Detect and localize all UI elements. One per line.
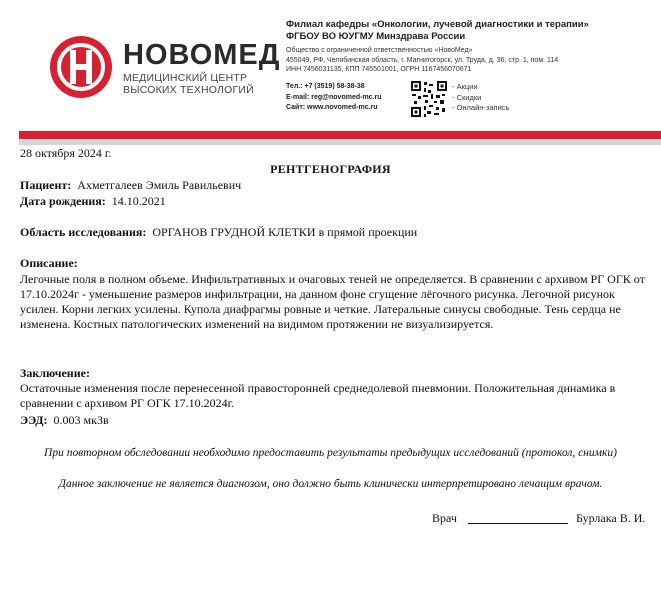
conclusion-heading: Заключение: xyxy=(20,366,90,380)
patient-row xyxy=(20,178,241,193)
header-divider-gray xyxy=(19,139,661,145)
dob-row xyxy=(20,194,166,209)
conclusion-text: Остаточные изменения после перенесенной правосторонней среднедолевой пневмонии. Положительная динамика в сравнении с архивом РГ ОГК 17.10.2024г. xyxy=(20,381,616,410)
promo-list: - Акции - Скидки - Онлайн-запись xyxy=(452,82,510,112)
note-not-diagnosis: Данное заключение не является диагнозом, оно должно быть клинически интерпретировано лечащим врачом. xyxy=(58,478,603,490)
novomed-logo xyxy=(48,34,114,100)
phone: Тел.: +7 (3519) 58-38-38 xyxy=(286,83,365,90)
brand-name: НОВОМЕД xyxy=(123,39,281,71)
patient-label: Пациент: xyxy=(20,178,72,192)
note-previous-results: При повторном обследовании необходимо предоставить результаты предыдущих исследований (протокол, снимки) xyxy=(44,447,617,459)
doctor-name: Бурлака В. И. xyxy=(576,511,646,525)
area-label: Область исследования: xyxy=(20,225,147,239)
report-title: РЕНТГЕНОГРАФИЯ xyxy=(270,162,391,176)
area-row xyxy=(20,225,417,240)
email: E-mail: reg@novomed-mc.ru xyxy=(286,93,382,101)
qr-code-icon[interactable] xyxy=(410,80,448,118)
brand-subtitle: МЕДИЦИНСКИЙ ЦЕНТР ВЫСОКИХ ТЕХНОЛОГИЙ xyxy=(123,72,254,96)
contacts xyxy=(286,82,382,114)
doctor-label: Врач xyxy=(432,511,457,525)
org-title: Филиал кафедры «Онкологии, лучевой диагностики и терапии» ФГБОУ ВО ЮУГМУ Минздрава России xyxy=(286,19,589,42)
org-details: Общество с ограниченной ответственностью «НовоМед» 455049, РФ, Челябинская область, г. Магнитогорск, ул. Труда, д. 36, стр. 1, пом. 114 ИНН 7456031135, КПП 745501001, ОГРН 1167456070671 xyxy=(286,47,559,73)
header-divider-red xyxy=(19,131,661,139)
description-text: Легочные поля в полном объеме. Инфильтративных и очаговых теней не определяется. В сравнении с архивом РГ ОГК от 17.10.2024г - уменьшение размеров инфильтрации, на данном фоне сгущение лёгочного рисунка. Легочной рисунок усилен. Корни легких усилены. Купола диафрагмы ровные и четкие. Латеральные синусы свободные. Тень сердца не изменена. Костных патологических изменений на видимом протяжении не визуализируется. xyxy=(20,272,645,331)
dose-value: 0.003 мкЗв xyxy=(53,413,109,427)
description-heading: Описание: xyxy=(20,256,78,270)
site: Сайт: www.novomed-mc.ru xyxy=(286,104,378,111)
dob-label: Дата рождения: xyxy=(20,194,106,208)
dose-label: ЭЭД: xyxy=(20,413,48,427)
signature-line xyxy=(468,523,568,524)
dose-row xyxy=(20,413,109,428)
patient-name: Ахметгалеев Эмиль Равильевич xyxy=(77,178,242,192)
area-value: ОРГАНОВ ГРУДНОЙ КЛЕТКИ в прямой проекции xyxy=(152,225,418,239)
report-date: 28 октября 2024 г. xyxy=(20,146,112,160)
dob-value: 14.10.2021 xyxy=(111,194,166,208)
